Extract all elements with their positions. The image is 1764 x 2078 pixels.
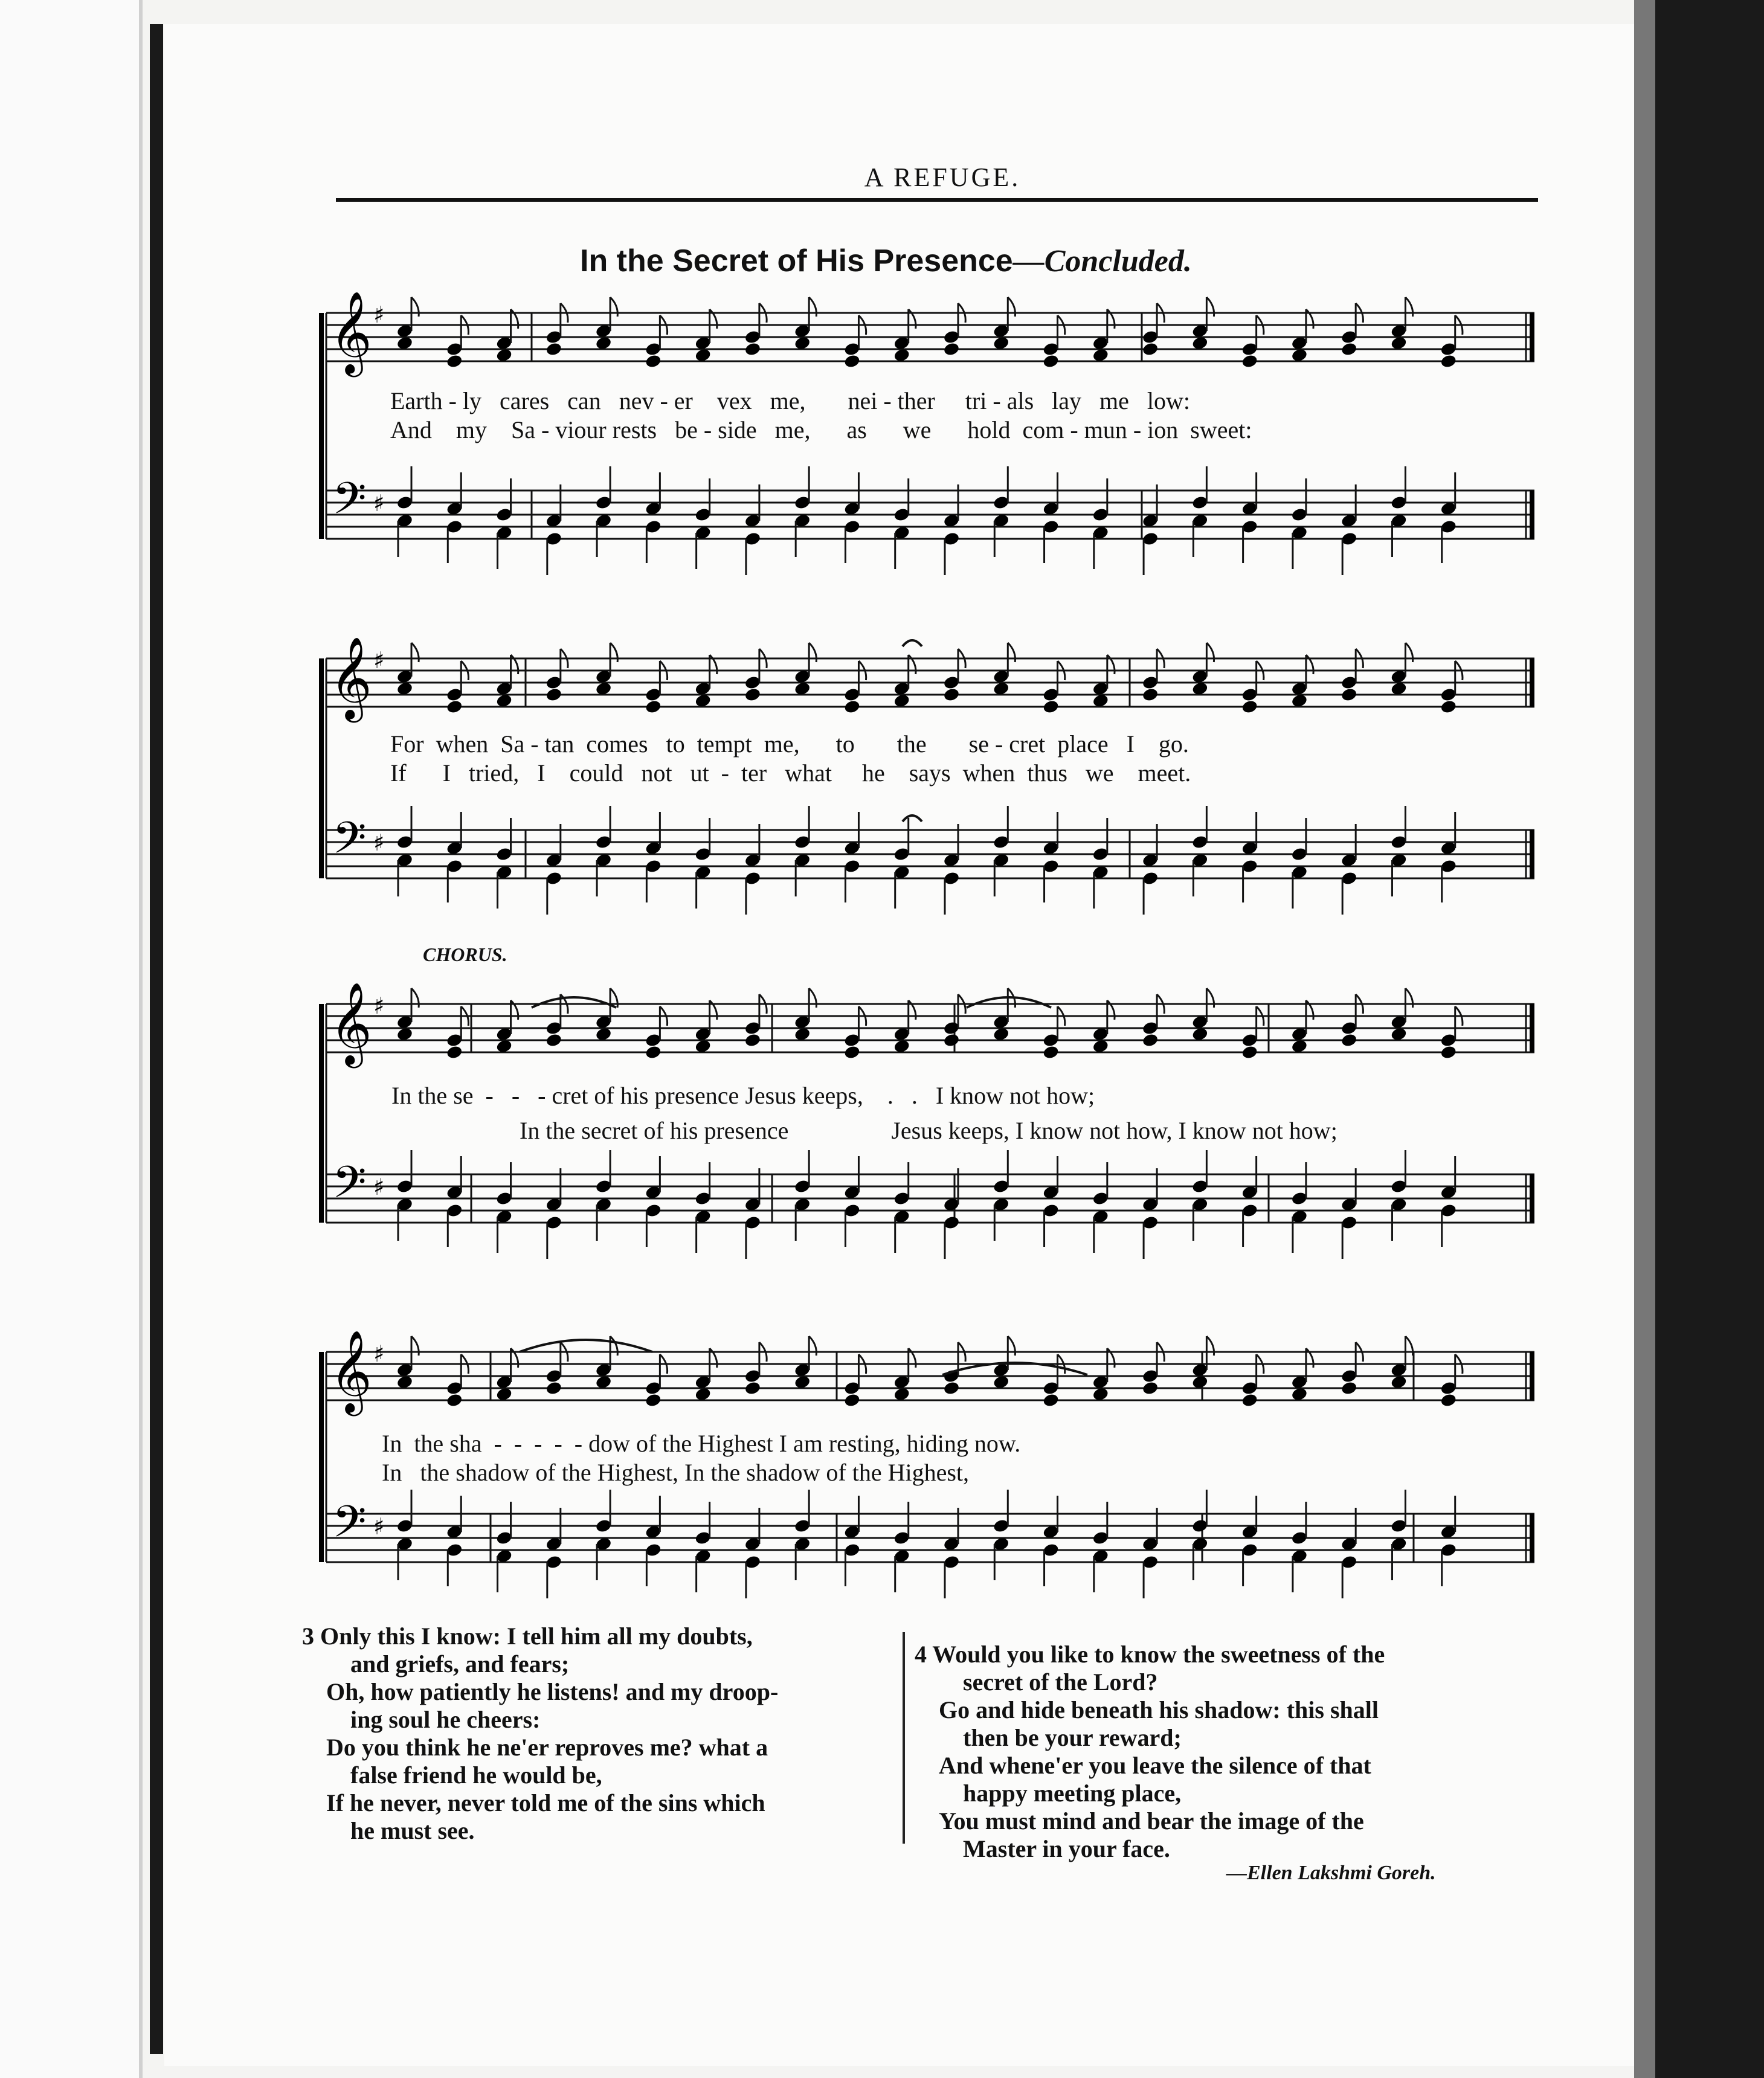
treble-note-head — [744, 687, 762, 702]
sharp-key-signature-icon: ♯ — [373, 490, 385, 516]
sharp-key-signature-icon: ♯ — [373, 647, 385, 674]
tie-arc — [520, 1340, 652, 1352]
treble-note-head — [545, 687, 562, 702]
treble-note-head — [943, 687, 961, 702]
verse3-line: Do you think he ne'er reproves me? what a — [326, 1734, 768, 1761]
treble-note-head — [446, 353, 463, 368]
treble-note-head — [545, 341, 562, 356]
bass-clef-icon: 𝄢 — [332, 1496, 367, 1558]
fermata-icon — [903, 640, 922, 646]
treble-note-head — [1142, 1380, 1159, 1395]
treble-note-head — [843, 353, 861, 368]
system3-lyric-verse1: In the se - - - cret of his presence Jesus keeps, . . I know not how; — [391, 1082, 1095, 1109]
treble-note-head — [744, 1380, 762, 1395]
system4-lyric-verse2: In the shadow of the Highest, In the shadow of the Highest, — [382, 1459, 970, 1486]
bass-clef-icon: 𝄢 — [332, 472, 367, 535]
running-head: A REFUGE. — [864, 162, 1021, 192]
treble-note-head — [545, 1032, 562, 1047]
system1-lyric-verse2: And my Sa - viour rests be - side me, as we hold com - mun - ion sweet: — [390, 416, 1252, 443]
system-bracket — [319, 313, 324, 539]
verse4-line: happy meeting place, — [963, 1780, 1182, 1807]
treble-note-head — [1142, 1032, 1159, 1047]
treble-note-head — [1241, 699, 1258, 714]
treble-note-head — [1440, 1392, 1457, 1407]
title-sub: —Concluded. — [1012, 244, 1192, 278]
author-credit: —Ellen Lakshmi Goreh. — [1226, 1862, 1436, 1884]
treble-clef-icon: 𝄞 — [330, 635, 372, 719]
treble-note-head — [645, 1392, 662, 1407]
treble-note-head — [1440, 699, 1457, 714]
treble-note-head — [1341, 687, 1358, 702]
treble-note-head — [1341, 1032, 1358, 1047]
verse3-line: 3 Only this I know: I tell him all my doubts, — [302, 1623, 753, 1650]
treble-note-head — [1440, 353, 1457, 368]
treble-note-head — [446, 699, 463, 714]
system1-lyric-verse1: Earth - ly cares can nev - er vex me, nei - ther tri - als lay me low: — [390, 387, 1191, 414]
final-barline-thick — [1530, 491, 1534, 539]
treble-note-head — [545, 1380, 562, 1395]
treble-note-head — [446, 1392, 463, 1407]
treble-note-head — [1142, 341, 1159, 356]
treble-note-head — [1042, 1044, 1060, 1060]
treble-note-head — [1341, 341, 1358, 356]
verse4-line: Go and hide beneath his shadow: this shall — [939, 1696, 1379, 1723]
verse4-line: Master in your face. — [963, 1835, 1170, 1862]
sharp-key-signature-icon: ♯ — [373, 1513, 385, 1540]
treble-note-head — [1241, 1392, 1258, 1407]
title-main: In the Secret of His Presence — [580, 243, 1013, 278]
verse-separator — [903, 1632, 905, 1844]
treble-note-head — [843, 699, 861, 714]
verse-4 — [915, 1641, 1513, 1863]
system3-lyric-verse2: In the secret of his presence Jesus keeps, I know not how, I know not how; — [520, 1117, 1337, 1144]
bass-clef-icon: 𝄢 — [332, 812, 367, 874]
final-barline-thick — [1530, 830, 1534, 878]
treble-note-head — [645, 353, 662, 368]
system-bracket — [319, 658, 324, 878]
treble-note-head — [744, 341, 762, 356]
treble-clef-icon: 𝄞 — [330, 1329, 372, 1412]
treble-note-head — [943, 341, 961, 356]
fermata-icon — [903, 815, 922, 822]
verse4-line: And whene'er you leave the silence of that — [939, 1752, 1371, 1779]
verse-3 — [302, 1623, 900, 1845]
final-barline-thick — [1530, 1174, 1534, 1223]
treble-clef-icon: 𝄞 — [330, 981, 372, 1064]
verse3-line: If he never, never told me of the sins which — [326, 1789, 765, 1816]
sharp-key-signature-icon: ♯ — [373, 1340, 385, 1367]
treble-note-head — [1142, 687, 1159, 702]
bass-clef-icon: 𝄢 — [332, 1156, 367, 1218]
sharp-key-signature-icon: ♯ — [373, 301, 385, 328]
verse3-line: he must see. — [350, 1817, 475, 1844]
verse4-line: secret of the Lord? — [963, 1668, 1158, 1696]
final-barline-thick — [1530, 313, 1534, 361]
verse3-line: false friend he would be, — [350, 1761, 602, 1789]
tie-arc — [967, 997, 1051, 1008]
verse3-line: ing soul he cheers: — [350, 1706, 541, 1733]
tie-arc — [532, 997, 616, 1008]
treble-note-head — [1440, 1044, 1457, 1060]
final-barline-thick — [1530, 1004, 1534, 1052]
treble-note-head — [1241, 1044, 1258, 1060]
system2-lyric-verse1: For when Sa - tan comes to tempt me, to the se - cret place I go. — [390, 730, 1189, 758]
verse3-line: Oh, how patiently he listens! and my droop- — [326, 1678, 779, 1705]
final-barline-thick — [1530, 1352, 1534, 1400]
treble-note-head — [943, 1032, 961, 1047]
system4-lyric-verse1: In the sha - - - - - dow of the Highest I am resting, hiding now. — [382, 1430, 1021, 1457]
sharp-key-signature-icon: ♯ — [373, 1174, 385, 1200]
treble-clef-icon: 𝄞 — [330, 290, 372, 373]
system2-lyric-verse2: If I tried, I could not ut - ter what he says when thus we meet. — [390, 759, 1191, 786]
treble-note-head — [1042, 699, 1060, 714]
verse4-line: You must mind and bear the image of the — [939, 1807, 1364, 1835]
treble-note-head — [1341, 1380, 1358, 1395]
treble-note-head — [645, 1044, 662, 1060]
treble-note-head — [943, 1380, 961, 1395]
system-bracket — [319, 1352, 324, 1562]
verse4-line: 4 Would you like to know the sweetness of the — [915, 1641, 1385, 1668]
final-barline-thick — [1530, 658, 1534, 707]
treble-note-head — [843, 1392, 861, 1407]
treble-note-head — [1042, 353, 1060, 368]
verse3-line: and griefs, and fears; — [350, 1650, 570, 1678]
sharp-key-signature-icon: ♯ — [373, 829, 385, 856]
verse4-line: then be your reward; — [963, 1724, 1182, 1751]
treble-note-head — [645, 699, 662, 714]
sharp-key-signature-icon: ♯ — [373, 992, 385, 1019]
chorus-label: CHORUS. — [423, 944, 507, 965]
system-bracket — [319, 1004, 324, 1223]
final-barline-thick — [1530, 1514, 1534, 1562]
treble-note-head — [744, 1032, 762, 1047]
treble-note-head — [843, 1044, 861, 1060]
treble-note-head — [1042, 1392, 1060, 1407]
treble-note-head — [1241, 353, 1258, 368]
treble-note-head — [446, 1044, 463, 1060]
